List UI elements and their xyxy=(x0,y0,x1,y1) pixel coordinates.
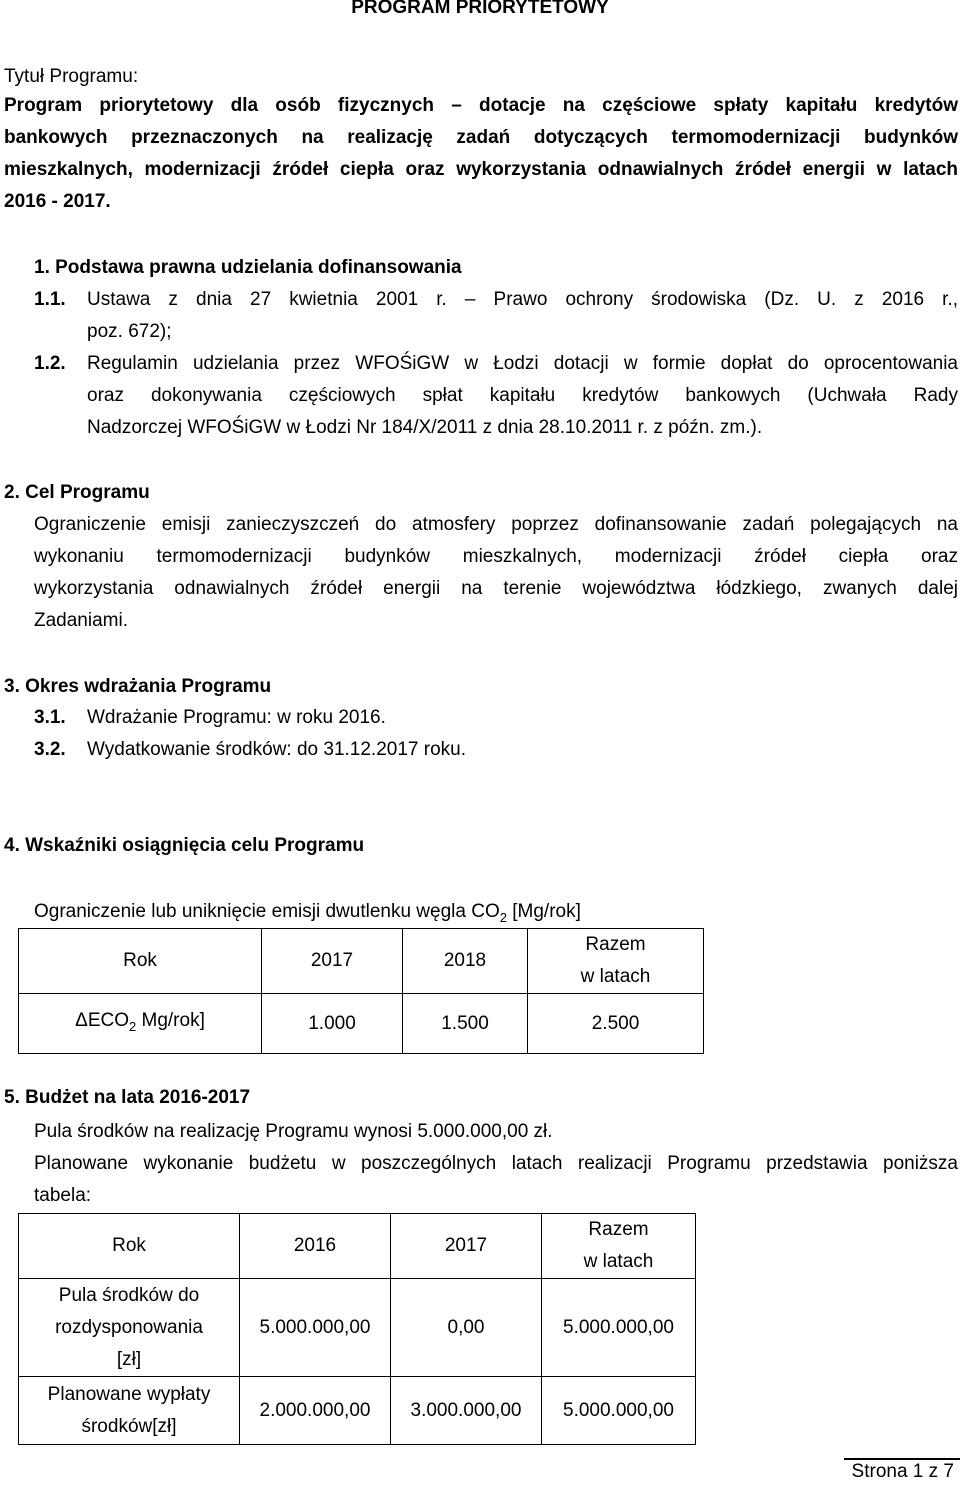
co2-caption-subscript: 2 xyxy=(499,909,507,925)
budget-row-pool-2016: 5.000.000,00 xyxy=(240,1279,391,1377)
program-title-line-2: bankowych przeznaczonych na realizację zadań dotyczących termomodernizacji budynków xyxy=(4,127,958,148)
item-3-1-text: Wdrażanie Programu: w roku 2016. xyxy=(87,707,386,728)
page-number: Strona 1 z 7 xyxy=(851,1461,954,1482)
budget-line-2: Planowane wykonanie budżetu w poszczególnych latach realizacji Programu przedstawia poniższa xyxy=(34,1153,958,1174)
budget-row-payouts-2017: 3.000.000,00 xyxy=(391,1377,542,1445)
goal-line-3: wykorzystania odnawialnych źródeł energii na terenie województwa łódzkiego, zwanych dalej xyxy=(34,578,958,599)
co2-value-total: 2.500 xyxy=(528,994,704,1054)
co2-row-label-text: ΔECO xyxy=(75,1009,129,1031)
item-1-2-line-1: Regulamin udzielania przez WFOŚiGW w Łodzi dotacji w formie dopłat do oprocentowania xyxy=(87,353,958,374)
co2-header-year: Rok xyxy=(19,929,262,994)
section-2-heading: 2. Cel Programu xyxy=(4,482,150,503)
budget-header-year: Rok xyxy=(19,1214,240,1279)
budget-table-row-pool xyxy=(19,1279,696,1377)
program-title-line-4: 2016 - 2017. xyxy=(4,191,111,212)
budget-header-2017: 2017 xyxy=(391,1214,542,1279)
co2-table-row xyxy=(19,994,704,1054)
co2-table-header-row xyxy=(19,929,704,994)
item-3-1-number: 3.1. xyxy=(34,707,66,728)
item-1-1-number: 1.1. xyxy=(34,289,66,310)
item-1-1-line-1: Ustawa z dnia 27 kwietnia 2001 r. – Prawo ochrony środowiska (Dz. U. z 2016 r., xyxy=(87,289,958,310)
co2-table xyxy=(18,928,704,1054)
co2-header-total-line-2: w latach xyxy=(580,966,651,987)
program-title-line-1: Program priorytetowy dla osób fizycznych – dotacje na częściowe spłaty kapitału kredytów xyxy=(4,95,958,116)
budget-header-total-line-2: w latach xyxy=(583,1251,654,1272)
co2-header-2018: 2018 xyxy=(403,929,528,994)
section-3-heading: 3. Okres wdrażania Programu xyxy=(4,676,272,697)
budget-header-total-line-1: Razem xyxy=(588,1219,649,1240)
goal-line-1: Ograniczenie emisji zanieczyszczeń do atmosfery poprzez dofinansowanie zadań polegających na xyxy=(34,514,958,535)
budget-row-pool-label-line-1: Pula środków do xyxy=(58,1284,200,1306)
budget-row-pool-label-line-3: [zł] xyxy=(116,1348,142,1370)
section-1-heading: 1. Podstawa prawna udzielania dofinansowania xyxy=(34,257,462,278)
budget-row-payouts-2016: 2.000.000,00 xyxy=(240,1377,391,1445)
co2-row-label-subscript: 2 xyxy=(129,1018,137,1034)
co2-row-label xyxy=(19,994,262,1054)
program-title-line-3: mieszkalnych, modernizacji źródeł ciepła oraz wykorzystania odnawialnych źródeł energii w latach xyxy=(4,159,958,180)
co2-value-2017: 1.000 xyxy=(262,994,403,1054)
budget-line-1: Pula środków na realizację Programu wynosi 5.000.000,00 zł. xyxy=(34,1121,553,1142)
co2-caption-text: Ograniczenie lub uniknięcie emisji dwutlenku węgla CO xyxy=(34,901,500,922)
budget-row-payouts-label-line-1: Planowane wypłaty xyxy=(47,1383,211,1405)
budget-table-row-payouts xyxy=(19,1377,696,1445)
item-1-1-line-2: poz. 672); xyxy=(87,321,172,342)
budget-header-total xyxy=(542,1214,696,1279)
budget-row-payouts-total: 5.000.000,00 xyxy=(542,1377,696,1445)
co2-caption-unit: [Mg/rok] xyxy=(506,901,581,922)
item-3-2-text: Wydatkowanie środków: do 31.12.2017 roku. xyxy=(87,739,466,760)
item-1-2-line-2: oraz dokonywania częściowych spłat kapitału kredytów bankowych (Uchwała Rady xyxy=(87,385,958,406)
co2-value-2018: 1.500 xyxy=(403,994,528,1054)
co2-header-total-line-1: Razem xyxy=(585,934,646,955)
goal-line-4: Zadaniami. xyxy=(34,610,128,631)
co2-table-caption xyxy=(34,901,581,925)
goal-line-2: wykonaniu termomodernizacji budynków mieszkalnych, modernizacji źródeł ciepła oraz xyxy=(34,546,958,567)
budget-row-pool-label-line-2: rozdysponowania xyxy=(55,1316,203,1338)
item-3-2-number: 3.2. xyxy=(34,739,66,760)
co2-header-2017: 2017 xyxy=(262,929,403,994)
section-4-heading: 4. Wskaźniki osiągnięcia celu Programu xyxy=(4,835,365,856)
page-footer xyxy=(844,1458,960,1486)
program-title-label: Tytuł Programu: xyxy=(4,66,139,87)
budget-header-2016: 2016 xyxy=(240,1214,391,1279)
budget-row-payouts-label-line-2: środków[zł] xyxy=(81,1415,177,1437)
budget-table-header-row xyxy=(19,1214,696,1279)
co2-header-total xyxy=(528,929,704,994)
page-title: PROGRAM PRIORYTETOWY xyxy=(351,0,609,18)
section-5-heading: 5. Budżet na lata 2016-2017 xyxy=(4,1087,251,1108)
budget-row-pool-label xyxy=(19,1279,240,1377)
budget-line-3: tabela: xyxy=(34,1185,92,1206)
co2-row-label-unit: Mg/rok] xyxy=(136,1009,205,1031)
budget-row-pool-2017: 0,00 xyxy=(391,1279,542,1377)
budget-table xyxy=(18,1213,696,1445)
budget-row-payouts-label xyxy=(19,1377,240,1445)
item-1-2-line-3: Nadzorczej WFOŚiGW w Łodzi Nr 184/X/2011 z dnia 28.10.2011 r. z późn. zm.). xyxy=(87,417,763,438)
item-1-2-number: 1.2. xyxy=(34,353,66,374)
budget-row-pool-total: 5.000.000,00 xyxy=(542,1279,696,1377)
